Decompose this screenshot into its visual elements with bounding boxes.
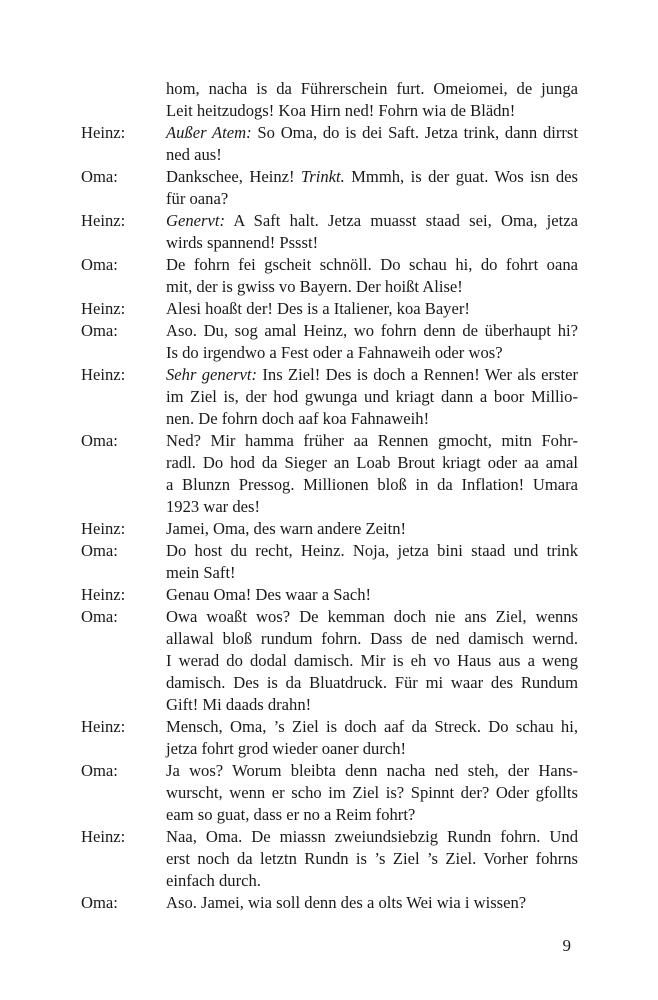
dialogue-line [166,826,578,892]
speaker-name: Oma: [81,541,118,560]
dialogue-line [166,320,578,364]
text-segment: Genau Oma! Des waar a Sach! [166,585,372,604]
text-line [166,848,578,870]
text-line [166,738,578,760]
dialogue-entry [0,320,658,364]
dialogue-line [166,518,578,540]
dialogue-entry [0,364,658,430]
text-segment: allawal bloß rundum fohrn. Dass de ned damisch wernd. [166,629,578,648]
text-line [166,870,578,892]
text-line [166,232,578,254]
speaker-name: Heinz: [81,519,126,538]
dialogue-line [166,716,578,760]
text-segment: mit, der is gwiss vo Bayern. Der hoißt Alise! [166,277,463,296]
dialogue-entry [0,166,658,210]
speaker-name: Heinz: [81,299,126,318]
text-line [166,430,578,452]
text-segment: für oana? [166,189,229,208]
speaker-name: Heinz: [81,365,126,384]
dialogue-line [166,606,578,716]
dialogue-line [166,892,578,914]
stage-direction: Trinkt. [300,167,345,186]
speaker-name: Heinz: [81,585,126,604]
text-line [166,606,578,628]
dialogue-entry [0,78,658,122]
text-line [166,188,578,210]
text-line [166,804,578,826]
text-segment: A Saft halt. Jetza muasst staad sei, Oma, jetza [224,211,578,230]
text-line [166,298,578,320]
text-segment: damisch. Des is da Bluatdruck. Für mi waar des Rundum [166,673,578,692]
dialogue-entry [0,826,658,892]
dialogue-text [0,78,658,914]
dialogue-entry [0,584,658,606]
text-segment: radl. Do hod da Sieger an Loab Brout kriagt oder aa amal [166,453,578,472]
text-line [166,364,578,386]
text-line [166,826,578,848]
text-line [166,628,578,650]
dialogue-line [166,540,578,584]
dialogue-entry [0,122,658,166]
dialogue-line [166,254,578,298]
text-line [166,584,578,606]
dialogue-line [166,430,578,518]
stage-direction: Außer Atem: [166,123,252,142]
text-line [166,386,578,408]
text-line [166,562,578,584]
text-line [166,716,578,738]
text-line [166,342,578,364]
text-segment: erst noch da letztn Rundn is ’s Ziel ’s Ziel. Vorher fohrns [166,849,578,868]
text-segment: nen. De fohrn doch aaf koa Fahnaweih! [166,409,430,428]
speaker-name: Oma: [81,167,118,186]
text-line [166,78,578,100]
dialogue-entry [0,298,658,320]
text-line [166,210,578,232]
text-segment: Ned? Mir hamma früher aa Rennen gmocht, mitn Fohr- [166,431,578,450]
speaker-name: Heinz: [81,211,126,230]
text-line [166,276,578,298]
text-segment: 1923 war des! [166,497,261,516]
text-line [166,474,578,496]
text-segment: Naa, Oma. De miassn zweiundsiebzig Rundn fohrn. Und [166,827,578,846]
dialogue-entry [0,518,658,540]
stage-direction: Sehr genervt: [166,365,258,384]
text-line [166,672,578,694]
text-segment: Ja wos? Worum bleibta denn nacha ned steh, der Hans- [166,761,578,780]
text-segment: So Oma, do is dei Saft. Jetza trink, dann dirrst [251,123,578,142]
dialogue-entry [0,892,658,914]
page-number: 9 [562,936,571,955]
text-segment: Is do irgendwo a Fest oder a Fahnaweih oder wos? [166,343,503,362]
dialogue-line [166,298,578,320]
text-line [166,254,578,276]
text-segment: Gift! Mi daads drahn! [166,695,312,714]
text-line [166,408,578,430]
text-segment: Mensch, Oma, ’s Ziel is doch aaf da Streck. Do schau hi, [166,717,578,736]
dialogue-entry [0,430,658,518]
text-segment: einfach durch. [166,871,261,890]
text-segment: Mmmh, is der guat. Wos isn des [344,167,578,186]
text-segment: ned aus! [166,145,222,164]
speaker-name: Heinz: [81,123,126,142]
text-line [166,100,578,122]
dialogue-line [166,584,578,606]
speaker-name: Heinz: [81,717,126,736]
text-segment: Alesi hoaßt der! Des is a Italiener, koa Bayer! [166,299,470,318]
text-segment: a Blunzn Pressog. Millionen bloß in da Inflation! Umara [166,475,578,494]
text-segment: Do host du recht, Heinz. Noja, jetza bini staad und trink [166,541,578,560]
dialogue-entry [0,760,658,826]
dialogue-entry [0,606,658,716]
text-segment: Leit heitzudogs! Koa Hirn ned! Fohrn wia de Blädn! [166,101,516,120]
text-segment: wirds spannend! Pssst! [166,233,319,252]
speaker-name: Oma: [81,893,118,912]
text-line [166,782,578,804]
text-line [166,760,578,782]
dialogue-entry [0,540,658,584]
text-segment: hom, nacha is da Führerschein furt. Omeiomei, de junga [166,79,578,98]
text-line [166,320,578,342]
text-segment: Aso. Jamei, wia soll denn des a olts Wei wia i wissen? [166,893,527,912]
text-segment: eam so guat, dass er no a Reim fohrt? [166,805,416,824]
text-line [166,496,578,518]
text-line [166,892,578,914]
dialogue-line [166,78,578,122]
text-segment: im Ziel is, der hod gwunga und kriagt dann a boor Millio- [166,387,578,406]
text-line [166,540,578,562]
dialogue-entry [0,210,658,254]
text-segment: Owa woaßt wos? De kemman doch nie ans Ziel, wenns [166,607,578,626]
text-line [166,694,578,716]
text-line [166,452,578,474]
dialogue-line [166,210,578,254]
text-segment: Ins Ziel! Des is doch a Rennen! Wer als erster [257,365,578,384]
speaker-name: Heinz: [81,827,126,846]
text-line [166,650,578,672]
speaker-name: Oma: [81,761,118,780]
text-line [166,166,578,188]
text-line [166,144,578,166]
dialogue-line [166,122,578,166]
text-segment: jetza fohrt grod wieder oaner durch! [166,739,407,758]
dialogue-line [166,166,578,210]
text-line [166,518,578,540]
text-segment: Aso. Du, sog amal Heinz, wo fohrn denn de überhaupt hi? [166,321,578,340]
dialogue-line [166,364,578,430]
text-line [166,122,578,144]
speaker-name: Oma: [81,431,118,450]
text-segment: wurscht, wenn er scho im Ziel is? Spinnt der? Oder gfollts [166,783,578,802]
dialogue-entry [0,716,658,760]
speaker-name: Oma: [81,321,118,340]
stage-direction: Genervt: [166,211,225,230]
text-segment: Jamei, Oma, des warn andere Zeitn! [166,519,407,538]
dialogue-line [166,760,578,826]
text-segment: I werad do dodal damisch. Mir is eh vo Haus aus a weng [166,651,578,670]
speaker-name: Oma: [81,607,118,626]
dialogue-entry [0,254,658,298]
speaker-name: Oma: [81,255,118,274]
text-segment: mein Saft! [166,563,236,582]
text-segment: Dankschee, Heinz! [166,167,301,186]
text-segment: De fohrn fei gscheit schnöll. Do schau hi, do fohrt oana [166,255,578,274]
